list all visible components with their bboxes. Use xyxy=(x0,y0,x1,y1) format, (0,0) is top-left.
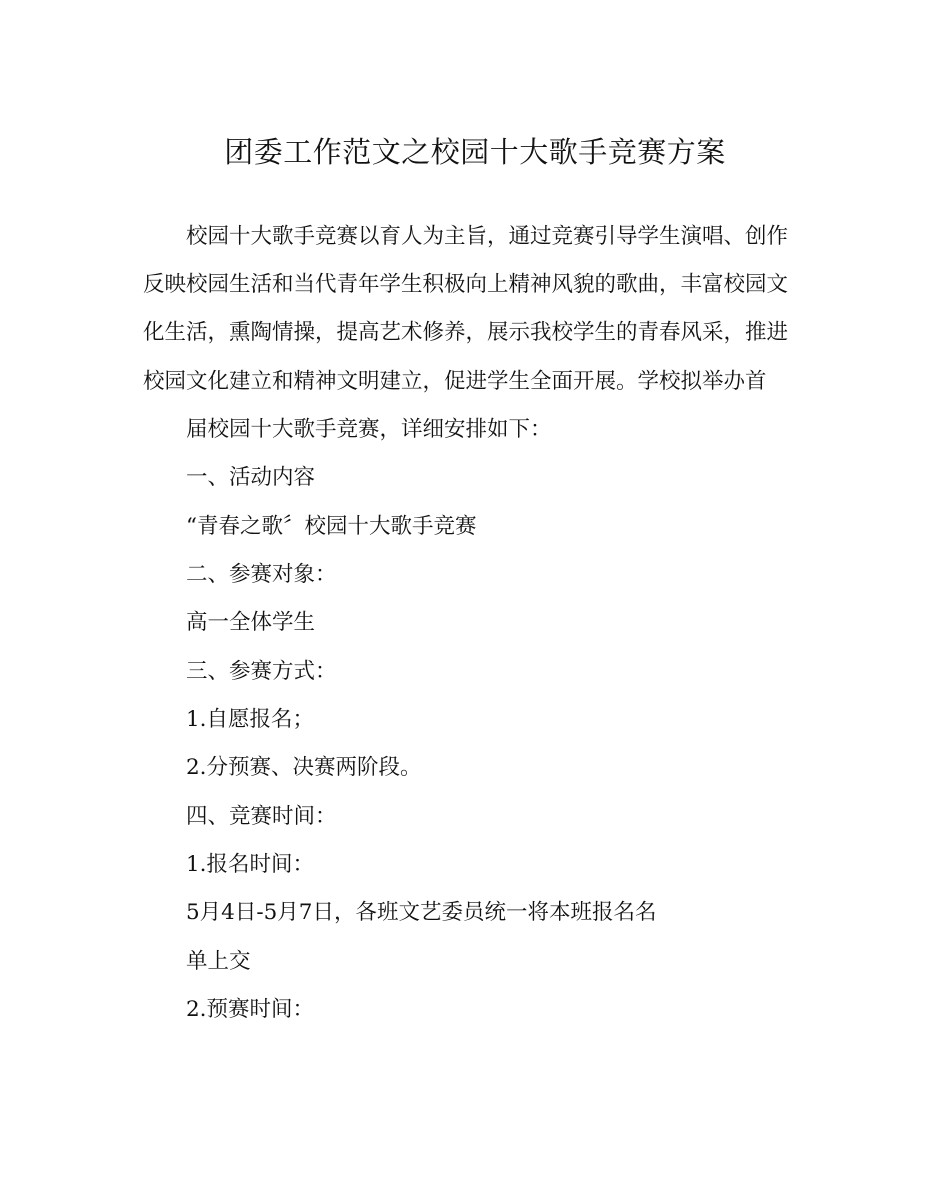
time-item-1-detail: 5月4日-5月7日，各班文艺委员统一将本班报名名 xyxy=(186,900,657,925)
intro-line-4: 校园文化建立和精神文明建立，促进学生全面开展。学校拟举办首 xyxy=(143,369,767,394)
intro-line-2: 反映校园生活和当代青年学生积极向上精神风貌的歌曲，丰富校园文 xyxy=(143,272,789,297)
line-plan-intro: 届校园十大歌手竞赛，详细安排如下： xyxy=(186,417,552,442)
time-item-1: 1.报名时间： xyxy=(186,852,315,877)
section-heading-time: 四、竞赛时间： xyxy=(186,804,337,829)
method-item-1: 1.自愿报名； xyxy=(186,707,315,732)
participants-content: 高一全体学生 xyxy=(186,610,316,635)
section-heading-activity: 一、活动内容 xyxy=(186,465,316,490)
time-item-2: 2.预赛时间： xyxy=(186,997,315,1022)
section-heading-participants: 二、参赛对象： xyxy=(186,562,337,587)
activity-content: “青春之歌〞校园十大歌手竞赛 xyxy=(186,514,477,539)
intro-line-1: 校园十大歌手竞赛以育人为主旨，通过竞赛引导学生演唱、创作 xyxy=(186,224,789,249)
section-heading-method: 三、参赛方式： xyxy=(186,659,337,684)
method-item-2: 2.分预赛、决赛两阶段。 xyxy=(186,755,422,780)
document-title: 团委工作范文之校园十大歌手竞赛方案 xyxy=(224,135,726,169)
intro-line-3: 化生活，熏陶情操，提高艺术修养，展示我校学生的青春风采，推进 xyxy=(143,320,789,345)
time-item-1-detail-cont: 单上交 xyxy=(186,949,251,974)
